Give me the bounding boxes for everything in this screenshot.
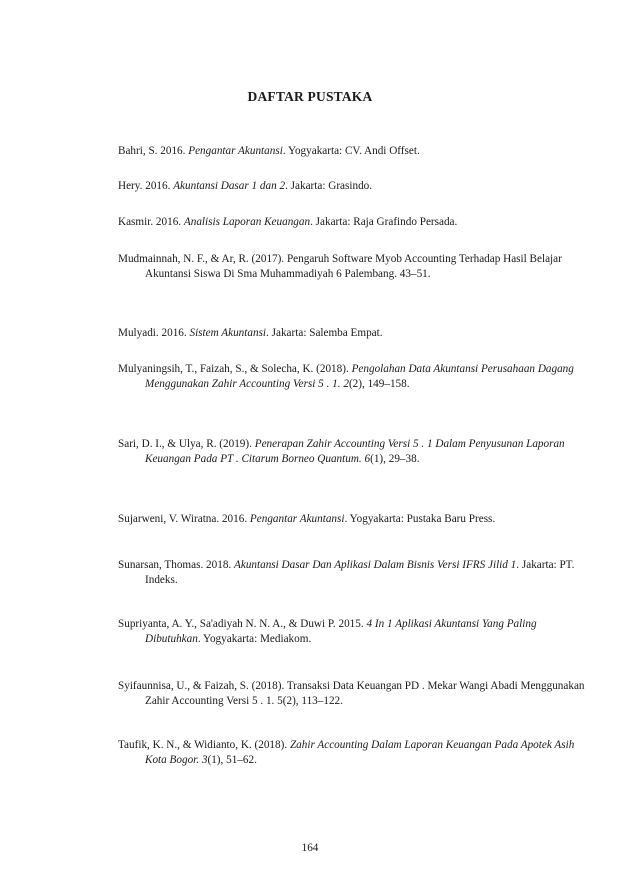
reference-entry: Sunarsan, Thomas. 2018. Akuntansi Dasar Dan Aplikasi Dalam Bisnis Versi IFRS Jilid 1. Jakarta: PT. Indeks. — [118, 559, 575, 586]
reference-entry: Sari, D. I., & Ulya, R. (2019). Penerapan Zahir Accounting Versi 5 . 1 Dalam Penyusunan Laporan Keuangan Pada PT . Citarum Borneo Quantum. 6(1), 29–38. — [118, 438, 565, 465]
reference-entry: Supriyanta, A. Y., Sa'adiyah N. N. A., & Duwi P. 2015. 4 In 1 Aplikasi Akuntansi Yang Paling Dibutuhkan. Yogyakarta: Mediakom. — [118, 618, 537, 645]
reference-entry: Hery. 2016. Akuntansi Dasar 1 dan 2. Jakarta: Grasindo. — [118, 180, 373, 192]
reference-entry: Kasmir. 2016. Analisis Laporan Keuangan. Jakarta: Raja Grafindo Persada. — [118, 216, 458, 228]
reference-entry: Syifaunnisa, U., & Faizah, S. (2018). Transaksi Data Keuangan PD . Mekar Wangi Abadi Menggunakan Zahir Accounting Versi 5 . 1. 5(2), 113–122. — [118, 680, 585, 707]
reference-entry: Mulyadi. 2016. Sistem Akuntansi. Jakarta: Salemba Empat. — [118, 327, 383, 339]
reference-entry: Sujarweni, V. Wiratna. 2016. Pengantar Akuntansi. Yogyakarta: Pustaka Baru Press. — [118, 513, 496, 525]
page-title: DAFTAR PUSTAKA — [247, 89, 373, 104]
page-number: 164 — [301, 842, 319, 854]
reference-entry: Mudmainnah, N. F., & Ar, R. (2017). Pengaruh Software Myob Accounting Terhadap Hasil Belajar Akuntansi Siswa Di Sma Muhammadiyah 6 Palembang. 43–51. — [118, 253, 562, 280]
reference-entry: Mulyaningsih, T., Faizah, S., & Solecha, K. (2018). Pengolahan Data Akuntansi Perusahaan Dagang Menggunakan Zahir Accounting Versi 5 . 1. 2(2), 149–158. — [118, 363, 574, 390]
reference-entry: Bahri, S. 2016. Pengantar Akuntansi. Yogyakarta: CV. Andi Offset. — [118, 145, 420, 157]
reference-entry: Taufik, K. N., & Widianto, K. (2018). Zahir Accounting Dalam Laporan Keuangan Pada Apotek Asih Kota Bogor. 3(1), 51–62. — [118, 739, 575, 766]
